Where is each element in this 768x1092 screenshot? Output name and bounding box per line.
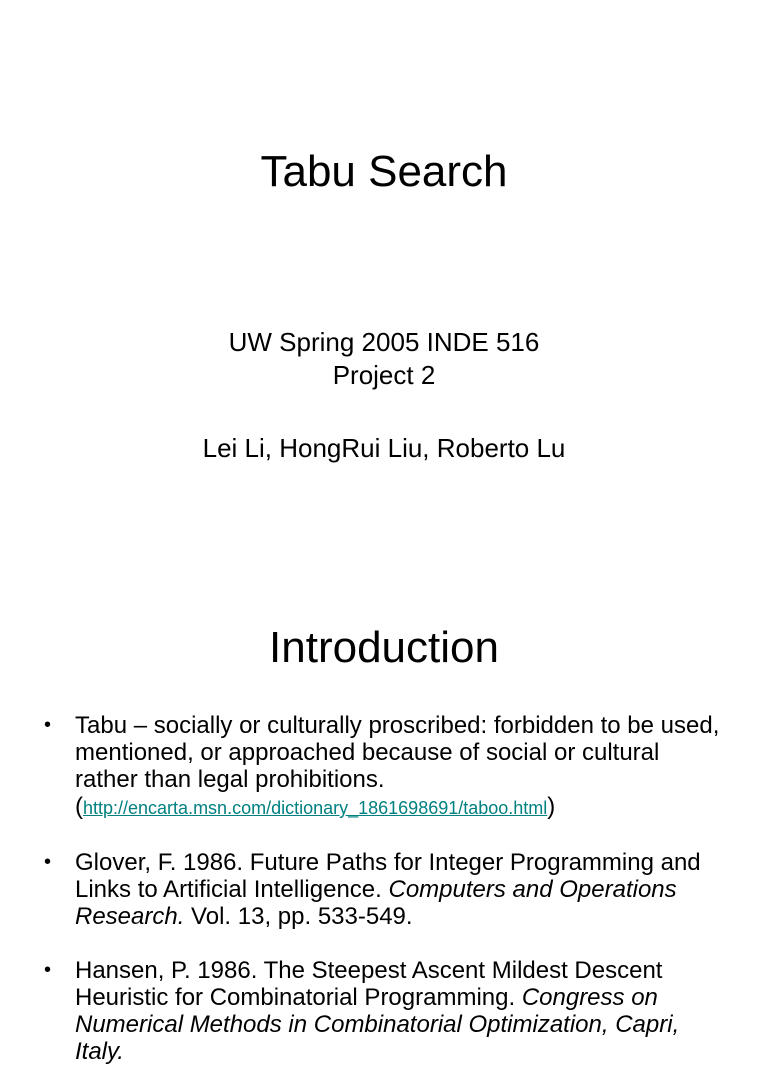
journal-citation: Computers and Operations Research. (75, 876, 677, 930)
bullet-text: Tabu – socially or culturally proscribed: forbidden to be used, mentioned, or approached because of social or cultural rather than legal prohibitions. (75, 712, 720, 793)
bullet-icon: • (44, 851, 52, 873)
slide-title: Introduction (269, 623, 499, 672)
bullet-icon: • (44, 714, 52, 736)
slide-title: Tabu Search (260, 147, 508, 196)
bullet-item-tabu-definition (0, 712, 768, 822)
encarta-link[interactable]: http://encarta.msn.com/dictionary_1861698691/taboo.html (83, 798, 548, 818)
authors-line: Lei Li, HongRui Liu, Roberto Lu (202, 433, 566, 463)
course-line: UW Spring 2005 INDE 516 (228, 327, 540, 357)
citation-tail: Vol. 13, pp. 533-549. (184, 903, 413, 930)
title-slide (0, 0, 768, 512)
slide-subtitle-block (0, 326, 768, 465)
project-line: Project 2 (332, 360, 436, 390)
open-paren: ( (75, 793, 83, 820)
bullet-item-hansen (0, 957, 768, 1065)
bullet-list (0, 712, 768, 1092)
journal-citation: Congress on Numerical Methods in Combinatorial Optimization, Capri, Italy. (75, 984, 680, 1065)
bullet-text: Hansen, P. 1986. The Steepest Ascent Mildest Descent Heuristic for Combinatorial Programming. (75, 957, 663, 1011)
introduction-slide (0, 512, 768, 1065)
bullet-text: Glover, F. 1986. Future Paths for Integer Programming and Links to Artificial Intelligence. (75, 849, 701, 903)
bullet-item-glover (0, 849, 768, 930)
bullet-icon: • (44, 959, 52, 981)
close-paren: ) (547, 793, 556, 820)
